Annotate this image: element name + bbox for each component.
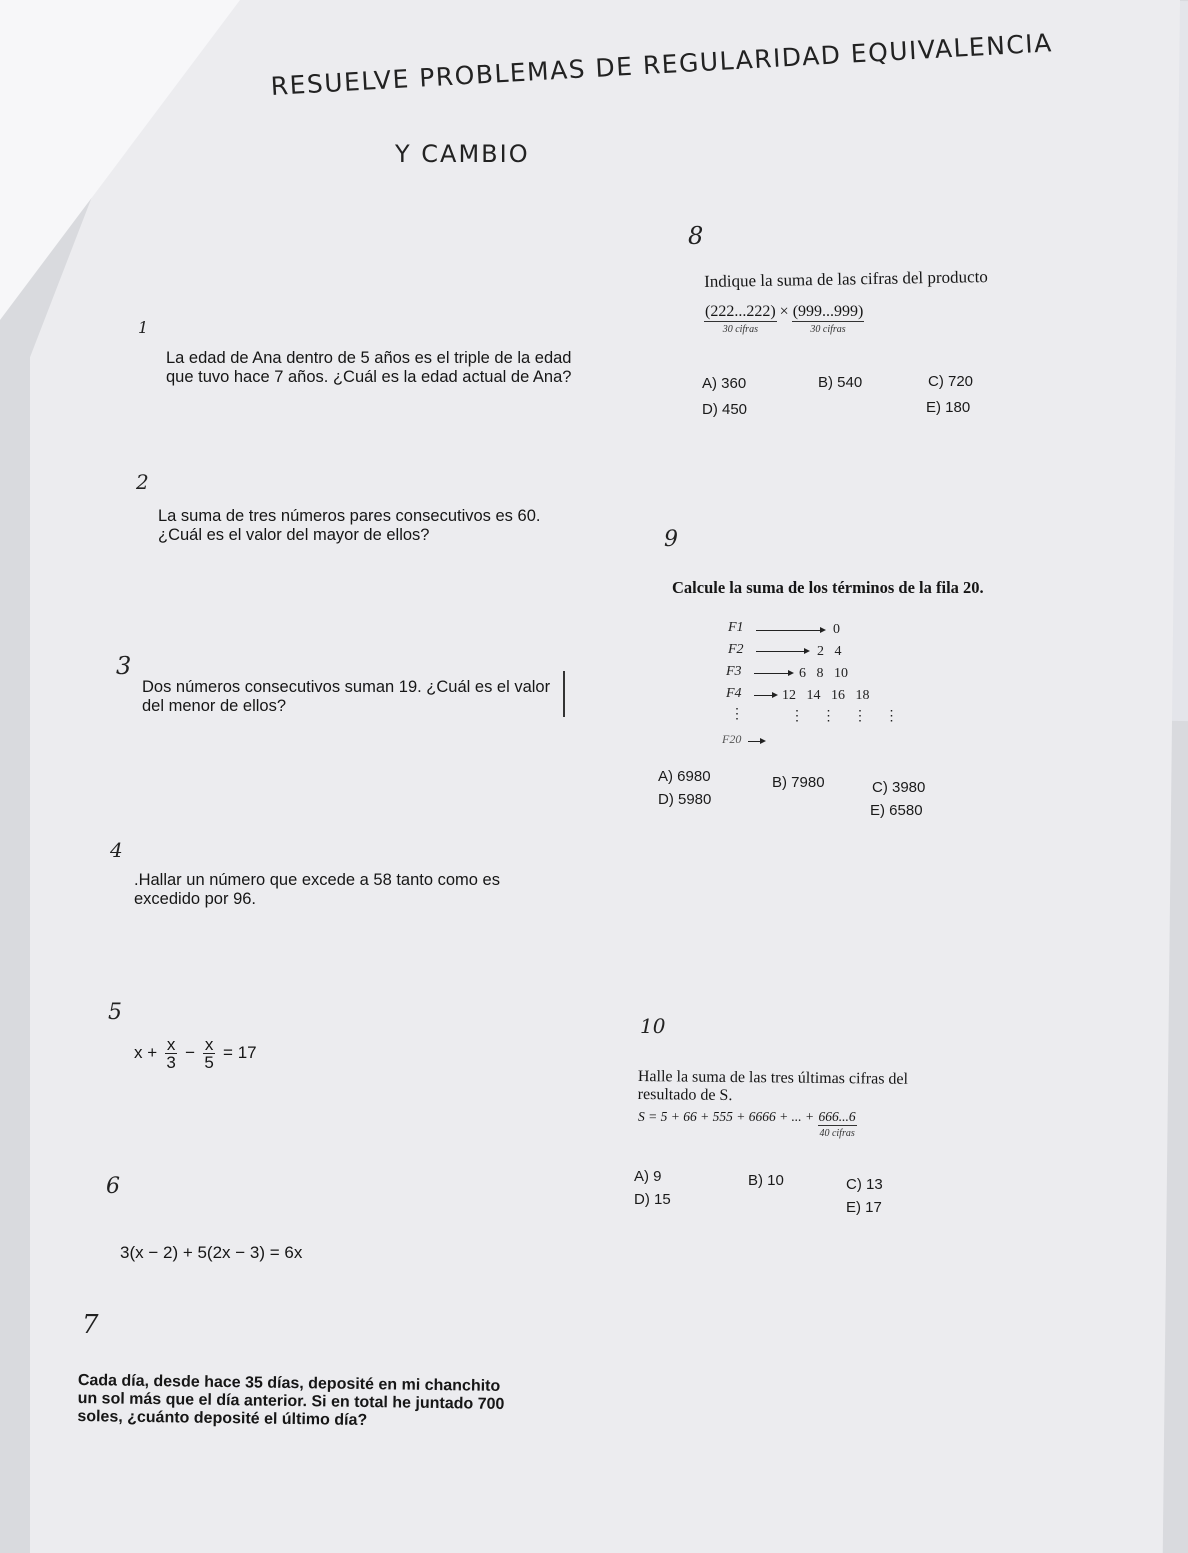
p8-times: × xyxy=(779,303,789,320)
worksheet-paper xyxy=(30,0,1180,1553)
p5-minus: − xyxy=(185,1042,196,1062)
p5-rhs: = 17 xyxy=(223,1042,257,1062)
problem-8-text: Indique la suma de las cifras del producto xyxy=(704,267,989,291)
problem-2-number: 2 xyxy=(136,470,149,494)
problem-3-number: 3 xyxy=(116,652,132,680)
p9-row-1-arrow xyxy=(756,630,824,631)
p8-option-a: A) 360 xyxy=(702,375,747,392)
problem-7-number: 7 xyxy=(82,1310,99,1340)
p9-row-3-arrow xyxy=(754,673,792,674)
p9-row-4-label: F4 xyxy=(726,686,742,701)
p9-row-20-arrow xyxy=(748,741,764,742)
problem-6-equation: 3(x − 2) + 5(2x − 3) = 6x xyxy=(120,1243,303,1262)
p8-option-b: B) 540 xyxy=(818,374,863,391)
p8-factor-2-digits: 30 cifras xyxy=(810,324,846,335)
problem-5-equation xyxy=(134,1036,257,1071)
problem-2-text: La suma de tres números pares consecutivos es 60. ¿Cuál es el valor del mayor de ellos? xyxy=(158,507,541,544)
p10-last-term-value: 666...6 xyxy=(818,1109,856,1124)
p9-row-2-values: 2 4 xyxy=(817,644,842,659)
p8-factor-1 xyxy=(704,303,777,335)
p5-num1: x xyxy=(166,1035,176,1054)
p10-option-e: E) 17 xyxy=(846,1199,882,1216)
p8-factor-1-value: (222...222) xyxy=(705,303,776,320)
problem-10-sum xyxy=(638,1109,857,1139)
p9-row-3-values: 6 8 10 xyxy=(799,666,848,681)
p9-row-2-label: F2 xyxy=(728,642,744,657)
p10-last-term-digits: 40 cifras xyxy=(819,1128,855,1139)
p5-den2: 5 xyxy=(204,1053,214,1072)
problem-1-text: La edad de Ana dentro de 5 años es el triple de la edad que tuvo hace 7 años. ¿Cuál es la edad actual de Ana? xyxy=(166,349,572,386)
p10-option-d: D) 15 xyxy=(634,1191,671,1208)
p9-row-3-label: F3 xyxy=(726,664,742,679)
p9-row-20-label: F20 xyxy=(722,732,742,746)
problem-5-number: 5 xyxy=(108,1000,122,1025)
p8-option-c: C) 720 xyxy=(928,373,974,390)
problem-9-number: 9 xyxy=(664,527,678,552)
p5-plus: + xyxy=(147,1042,158,1062)
page-title-line1: RESUELVE PROBLEMAS DE REGULARIDAD EQUIVALENCIA xyxy=(270,28,1054,101)
p5-num2: x xyxy=(204,1035,214,1054)
p8-option-d: D) 450 xyxy=(702,401,748,418)
p8-factor-1-digits: 30 cifras xyxy=(722,324,758,335)
problem-4-number: 4 xyxy=(110,838,123,862)
p9-row-dots-values: ⋮ ⋮ ⋮ ⋮ xyxy=(790,709,899,724)
p9-row-dots-label: ⋮ xyxy=(730,707,744,722)
p9-option-c: C) 3980 xyxy=(872,779,926,796)
problem-8-product xyxy=(704,303,864,335)
problem-10-number: 10 xyxy=(640,1014,666,1038)
problem-8-number: 8 xyxy=(688,222,704,250)
p9-row-1-label: F1 xyxy=(728,620,744,635)
p9-row-4-values: 12 14 16 18 xyxy=(782,688,870,703)
problem-10-text: Halle la suma de las tres últimas cifras del resultado de S. xyxy=(637,1068,909,1104)
p9-option-d: D) 5980 xyxy=(658,791,712,808)
p10-sum-expression: S = 5 + 66 + 555 + 6666 + ... + xyxy=(638,1109,818,1124)
p10-last-term xyxy=(818,1109,857,1139)
p5-fraction-1 xyxy=(165,1036,178,1071)
p9-row-4-arrow xyxy=(754,695,776,696)
margin-bar xyxy=(563,671,565,717)
p8-option-e: E) 180 xyxy=(926,399,971,416)
problem-9-text: Calcule la suma de los términos de la fila 20. xyxy=(672,578,984,597)
p5-fraction-2 xyxy=(203,1036,216,1071)
p5-den1: 3 xyxy=(166,1053,176,1072)
page-title-line2: Y CAMBIO xyxy=(395,140,530,168)
p9-option-a: A) 6980 xyxy=(658,768,711,785)
p5-x: x xyxy=(134,1042,143,1062)
problem-3-text: Dos números consecutivos suman 19. ¿Cuál es el valor del menor de ellos? xyxy=(142,678,551,715)
problem-6-number: 6 xyxy=(106,1174,120,1199)
p9-row-1-values: 0 xyxy=(833,622,840,637)
problem-7-text: Cada día, desde hace 35 días, deposité en mi chanchito un sol más que el día anterior. Si en total he juntado 700 soles, ¿cuánto deposité el último día? xyxy=(77,1372,505,1430)
p9-option-b: B) 7980 xyxy=(772,774,825,791)
problem-1-number: 1 xyxy=(138,318,149,337)
p9-row-2-arrow xyxy=(756,651,808,652)
p10-option-c: C) 13 xyxy=(846,1176,883,1193)
p8-factor-2-value: (999...999) xyxy=(792,303,864,320)
p8-factor-2 xyxy=(792,303,865,335)
p9-option-e: E) 6580 xyxy=(870,802,923,819)
p10-option-a: A) 9 xyxy=(634,1168,662,1185)
p10-option-b: B) 10 xyxy=(748,1172,784,1189)
problem-4-text: .Hallar un número que excede a 58 tanto como es excedido por 96. xyxy=(134,871,500,908)
